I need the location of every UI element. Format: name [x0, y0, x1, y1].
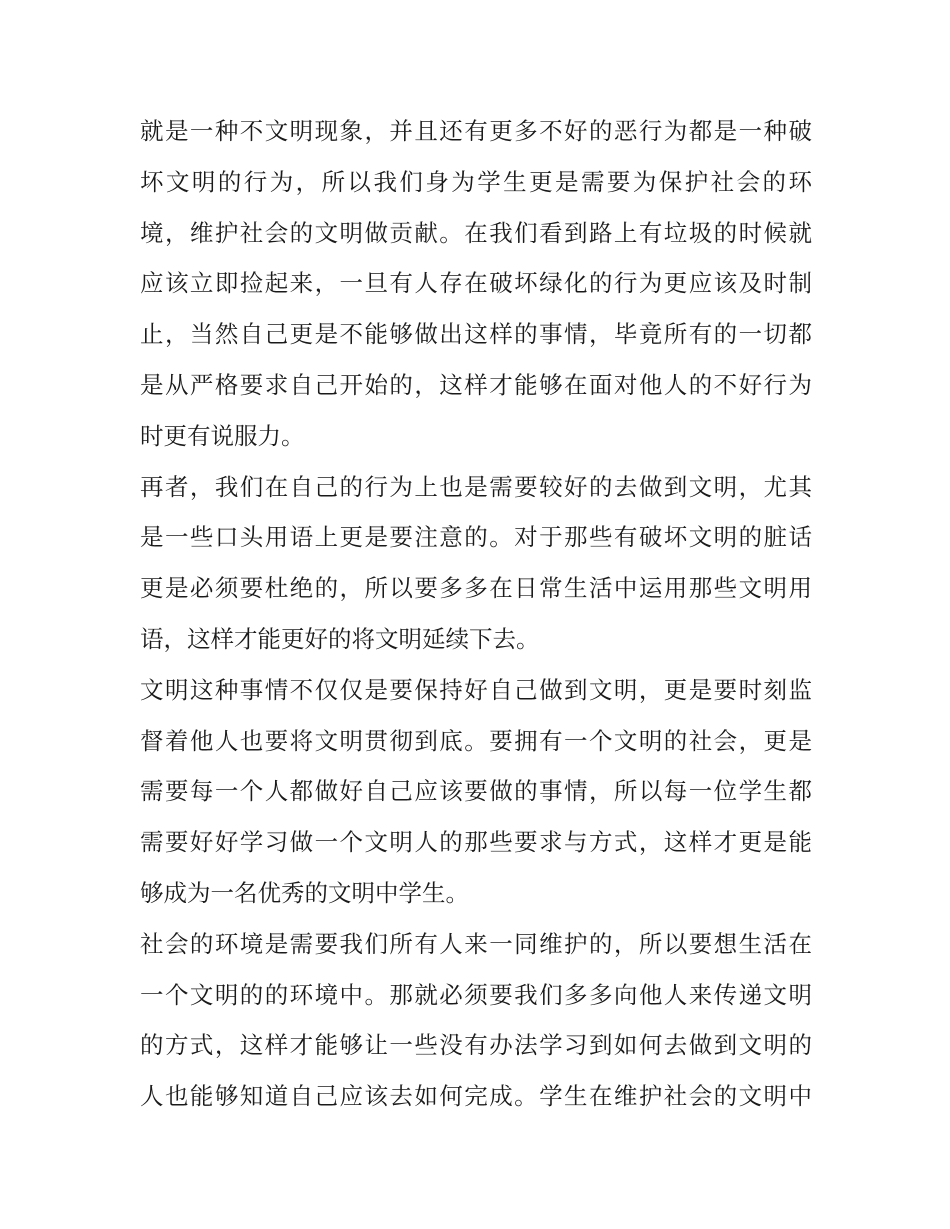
- text-line: 是从严格要求自己开始的，这样才能够在面对他人的不好行为: [140, 370, 812, 399]
- body-text: [140, 106, 812, 1122]
- text-line: 需要好好学习做一个文明人的那些要求与方式，这样才更是能: [140, 828, 812, 857]
- text-line: 文明这种事情不仅仅是要保持好自己做到文明，更是要时刻监: [140, 675, 812, 704]
- text-line: 语，这样才能更好的将文明延续下去。: [140, 624, 540, 653]
- text-line: 一个文明的的环境中。那就必须要我们多多向他人来传递文明: [140, 980, 812, 1009]
- text-line: 就是一种不文明现象，并且还有更多不好的恶行为都是一种破: [140, 117, 812, 145]
- text-line: 再者，我们在自己的行为上也是需要较好的去做到文明，尤其: [140, 472, 812, 501]
- text-line: 更是必须要杜绝的，所以要多多在日常生活中运用那些文明用: [140, 574, 812, 603]
- text-line: 坏文明的行为，所以我们身为学生更是需要为保护社会的环: [140, 167, 812, 196]
- text-line: 的方式，这样才能够让一些没有办法学习到如何去做到文明的: [140, 1031, 812, 1060]
- text-line: 境，维护社会的文明做贡献。在我们看到路上有垃圾的时候就: [140, 218, 812, 247]
- text-line: 够成为一名优秀的文明中学生。: [140, 878, 469, 907]
- text-line: 人也能够知道自己应该去如何完成。学生在维护社会的文明中: [140, 1082, 812, 1111]
- text-line: 需要每一个人都做好自己应该要做的事情，所以每一位学生都: [140, 777, 812, 806]
- text-line: 应该立即捡起来，一旦有人存在破坏绿化的行为更应该及时制: [140, 269, 812, 298]
- text-line: 督着他人也要将文明贯彻到底。要拥有一个文明的社会，更是: [140, 726, 812, 755]
- text-line: 是一些口头用语上更是要注意的。对于那些有破坏文明的脏话: [140, 523, 812, 552]
- text-line: 止，当然自己更是不能够做出这样的事情，毕竟所有的一切都: [140, 320, 812, 349]
- text-line: 社会的环境是需要我们所有人来一同维护的，所以要想生活在: [140, 929, 812, 958]
- text-line: 时更有说服力。: [140, 421, 305, 450]
